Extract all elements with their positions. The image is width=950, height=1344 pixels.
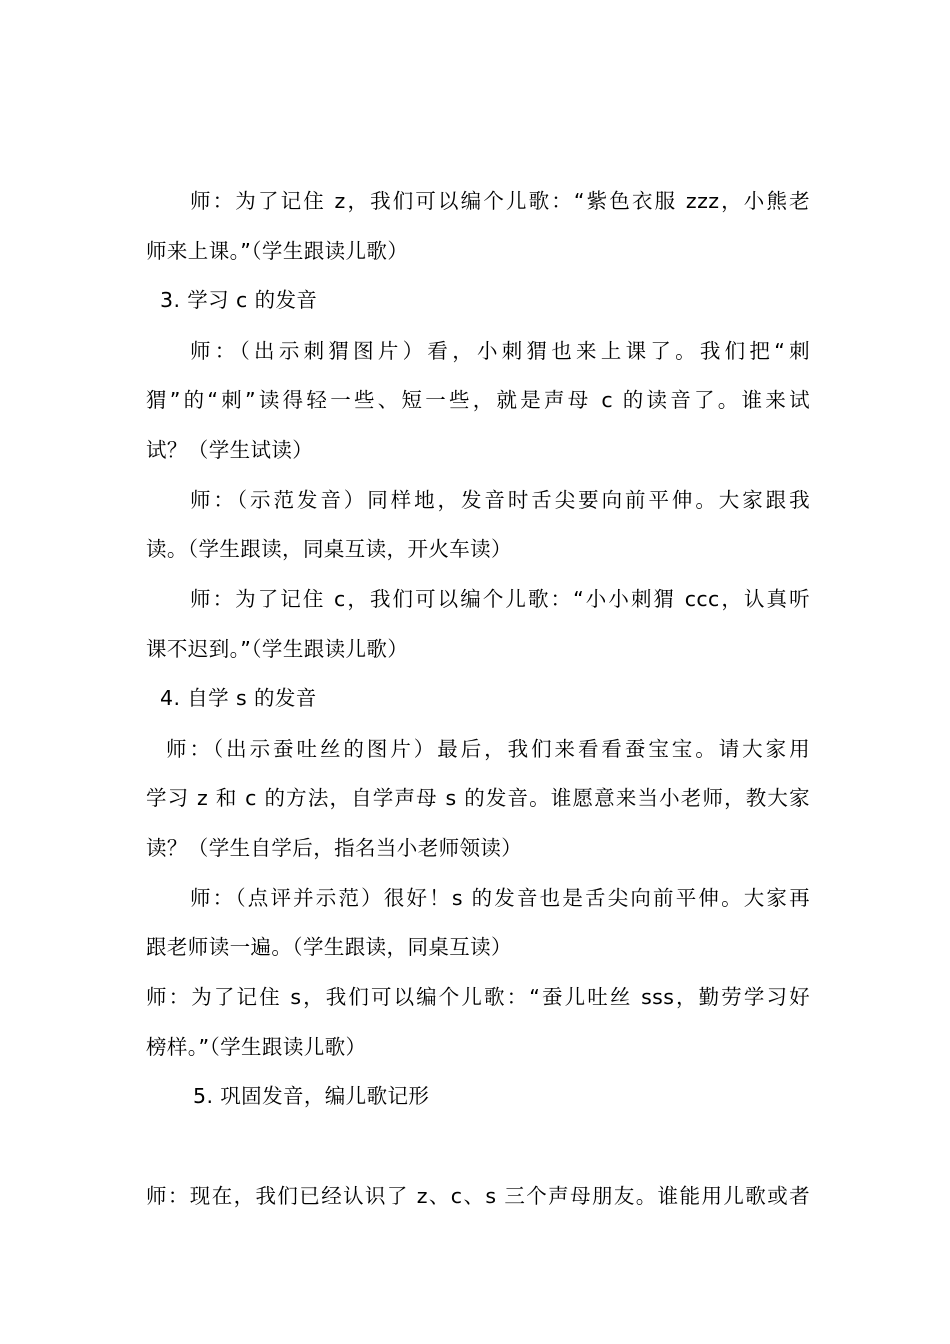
text-line: 读。（学生跟读，同桌互读，开火车读） xyxy=(146,537,512,561)
text-line: 猬”的“刺”读得轻一些、短一些，就是声母 c 的读音了。谁来试 xyxy=(146,388,810,412)
text-line: 跟老师读一遍。（学生跟读，同桌互读） xyxy=(146,935,512,959)
text-line: 师：（示范发音）同样地，发音时舌尖要向前平伸。大家跟我 xyxy=(190,488,810,512)
text-line: 师：为了记住 s，我们可以编个儿歌：“蚕儿吐丝 sss，勤劳学习好 xyxy=(146,985,810,1009)
text-line: 师：为了记住 z，我们可以编个儿歌：“紫色衣服 zzz，小熊老 xyxy=(190,189,810,213)
text-line: 榜样。”（学生跟读儿歌） xyxy=(146,1035,367,1059)
text-line: 师：（出示蚕吐丝的图片）最后，我们来看看蚕宝宝。请大家用 xyxy=(166,737,810,761)
text-line: 师来上课。”（学生跟读儿歌） xyxy=(146,239,409,263)
section-heading: 3. 学习 c 的发音 xyxy=(160,288,318,312)
text-line: 读？（学生自学后，指名当小老师领读） xyxy=(146,836,523,860)
text-line: 师：（点评并示范）很好！s 的发音也是舌尖向前平伸。大家再 xyxy=(190,886,810,910)
text-line: 师：（出示刺猬图片）看，小刺猬也来上课了。我们把“刺 xyxy=(190,339,810,363)
text-line: 课不迟到。”（学生跟读儿歌） xyxy=(146,637,409,661)
text-line: 试？（学生试读） xyxy=(146,438,314,462)
text-line: 师：为了记住 c，我们可以编个儿歌：“小小刺猬 ccc，认真听 xyxy=(190,587,810,611)
text-line: 师：现在，我们已经认识了 z、c、s 三个声母朋友。谁能用儿歌或者 xyxy=(146,1184,810,1208)
section-heading: 5. 巩固发音，编儿歌记形 xyxy=(193,1084,430,1108)
section-heading: 4. 自学 s 的发音 xyxy=(160,686,317,710)
text-line: 学习 z 和 c 的方法，自学声母 s 的发音。谁愿意来当小老师，教大家 xyxy=(146,786,810,810)
